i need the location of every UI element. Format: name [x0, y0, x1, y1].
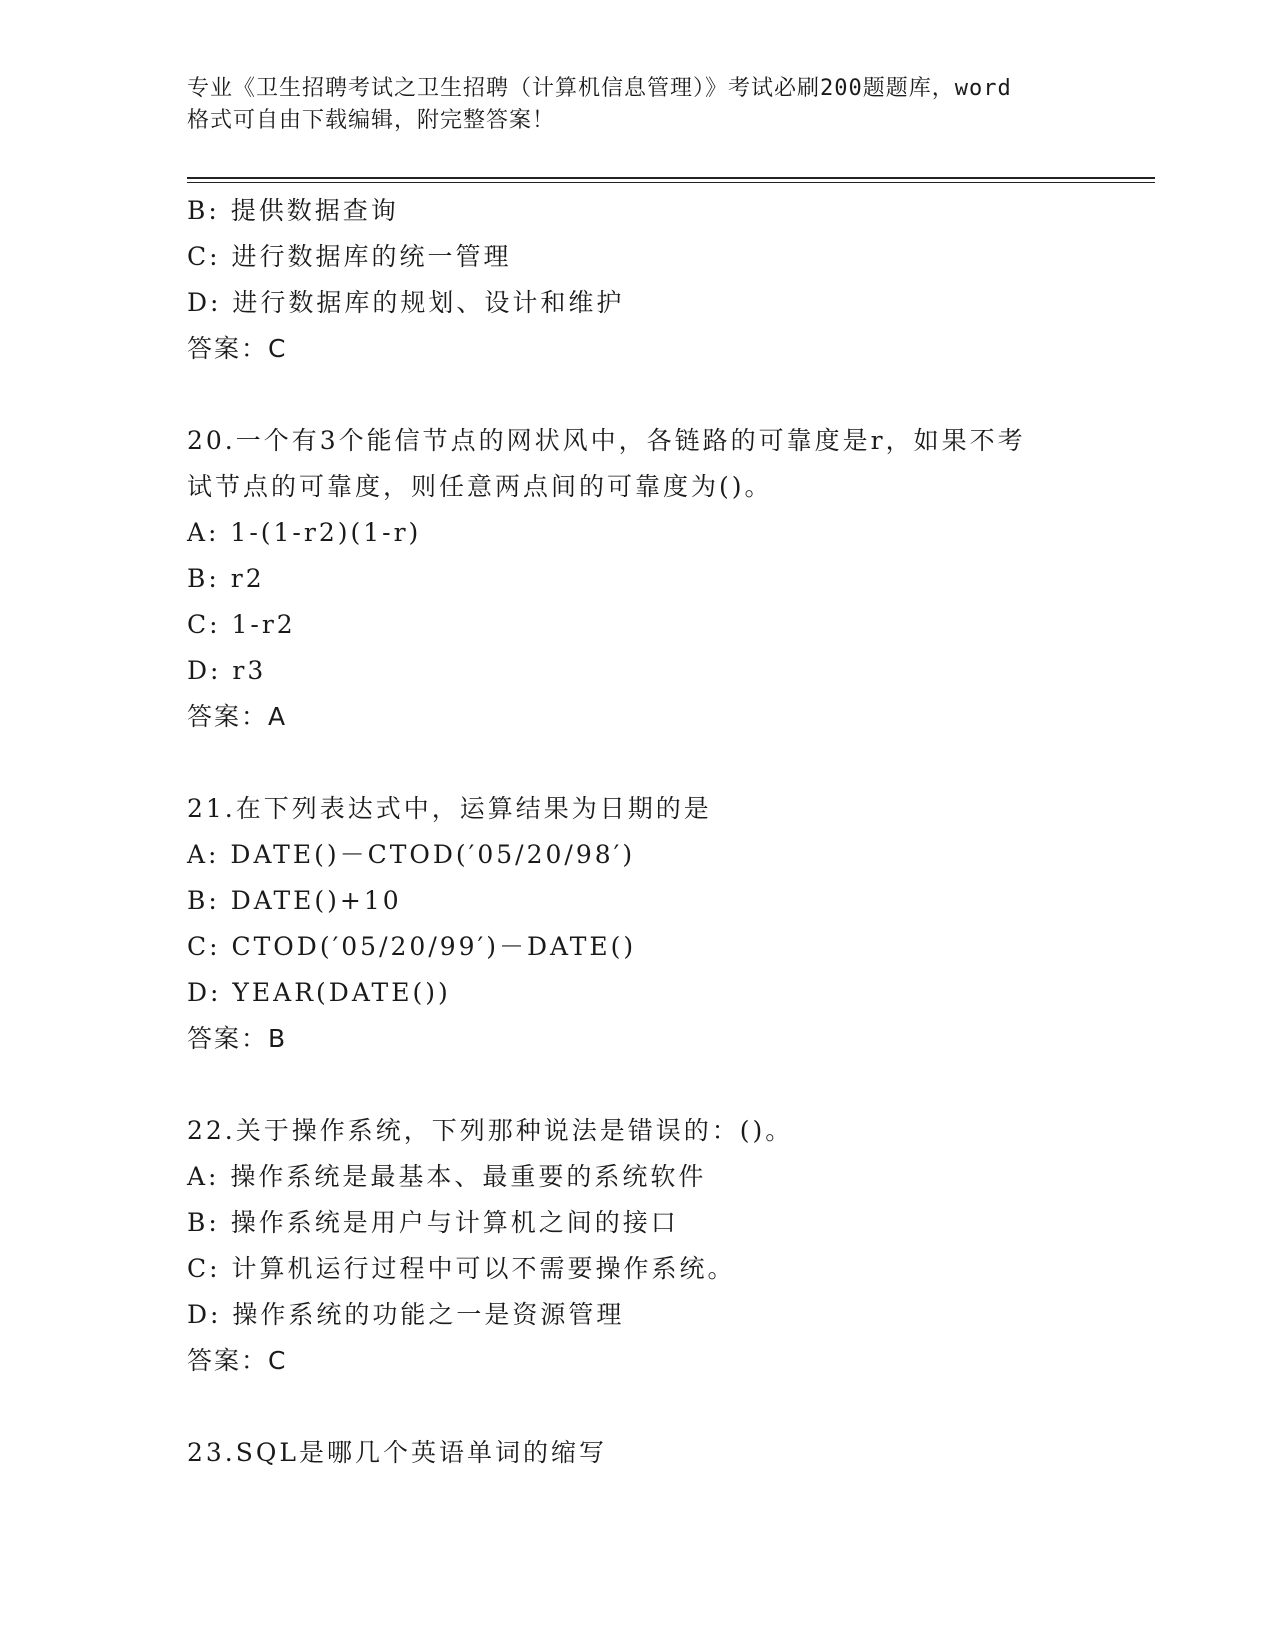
- option-a: A: 操作系统是最基本、最重要的系统软件: [187, 1162, 707, 1191]
- option-b: B: 提供数据查询: [187, 196, 399, 225]
- option-b: B: DATE()+10: [187, 886, 402, 915]
- option-b: B: 操作系统是用户与计算机之间的接口: [187, 1208, 679, 1237]
- option-d: D: 操作系统的功能之一是资源管理: [187, 1300, 625, 1329]
- option-c: C: 计算机运行过程中可以不需要操作系统。: [187, 1254, 736, 1283]
- option-d: D: YEAR(DATE()): [187, 978, 451, 1007]
- question-list: [187, 188, 1155, 1476]
- document-header: [187, 73, 1087, 137]
- question-23: [187, 1430, 1155, 1476]
- answer-label: 答案：C: [187, 1346, 288, 1375]
- spacer: [187, 1384, 1155, 1430]
- question-21: [187, 786, 1155, 1062]
- answer-label: 答案：A: [187, 702, 288, 731]
- option-a: A: 1-(1-r2)(1-r): [187, 518, 422, 547]
- question-stem-line-1: 20.一个有3个能信节点的网状风中，各链路的可靠度是r，如果不考: [187, 426, 1026, 455]
- header-divider-thin: [187, 182, 1155, 183]
- option-d: D: r3: [187, 656, 267, 685]
- header-divider-thick: [187, 177, 1155, 179]
- option-b: B: r2: [187, 564, 265, 593]
- question-22: [187, 1108, 1155, 1384]
- spacer: [187, 740, 1155, 786]
- option-d: D: 进行数据库的规划、设计和维护: [187, 288, 625, 317]
- option-c: C: 进行数据库的统一管理: [187, 242, 512, 271]
- answer-label: 答案：B: [187, 1024, 288, 1053]
- option-c: C: CTOD(′05/20/99′)－DATE(): [187, 932, 637, 961]
- spacer: [187, 1062, 1155, 1108]
- question-stem: 23.SQL是哪几个英语单词的缩写: [187, 1438, 607, 1467]
- question-19-tail: [187, 188, 1155, 372]
- question-stem: 22.关于操作系统，下列那种说法是错误的：()。: [187, 1116, 794, 1145]
- option-c: C: 1-r2: [187, 610, 296, 639]
- question-20: [187, 418, 1155, 740]
- spacer: [187, 372, 1155, 418]
- header-title-line-2: 格式可自由下载编辑，附完整答案！: [187, 108, 556, 133]
- option-a: A: DATE()－CTOD(′05/20/98′): [187, 840, 636, 869]
- header-title-line-1: 专业《卫生招聘考试之卫生招聘（计算机信息管理）》考试必刷200题题库，word: [187, 76, 1012, 101]
- question-stem-line-2: 试节点的可靠度，则任意两点间的可靠度为()。: [187, 472, 773, 501]
- question-stem: 21.在下列表达式中，运算结果为日期的是: [187, 794, 712, 823]
- answer-label: 答案：C: [187, 334, 288, 363]
